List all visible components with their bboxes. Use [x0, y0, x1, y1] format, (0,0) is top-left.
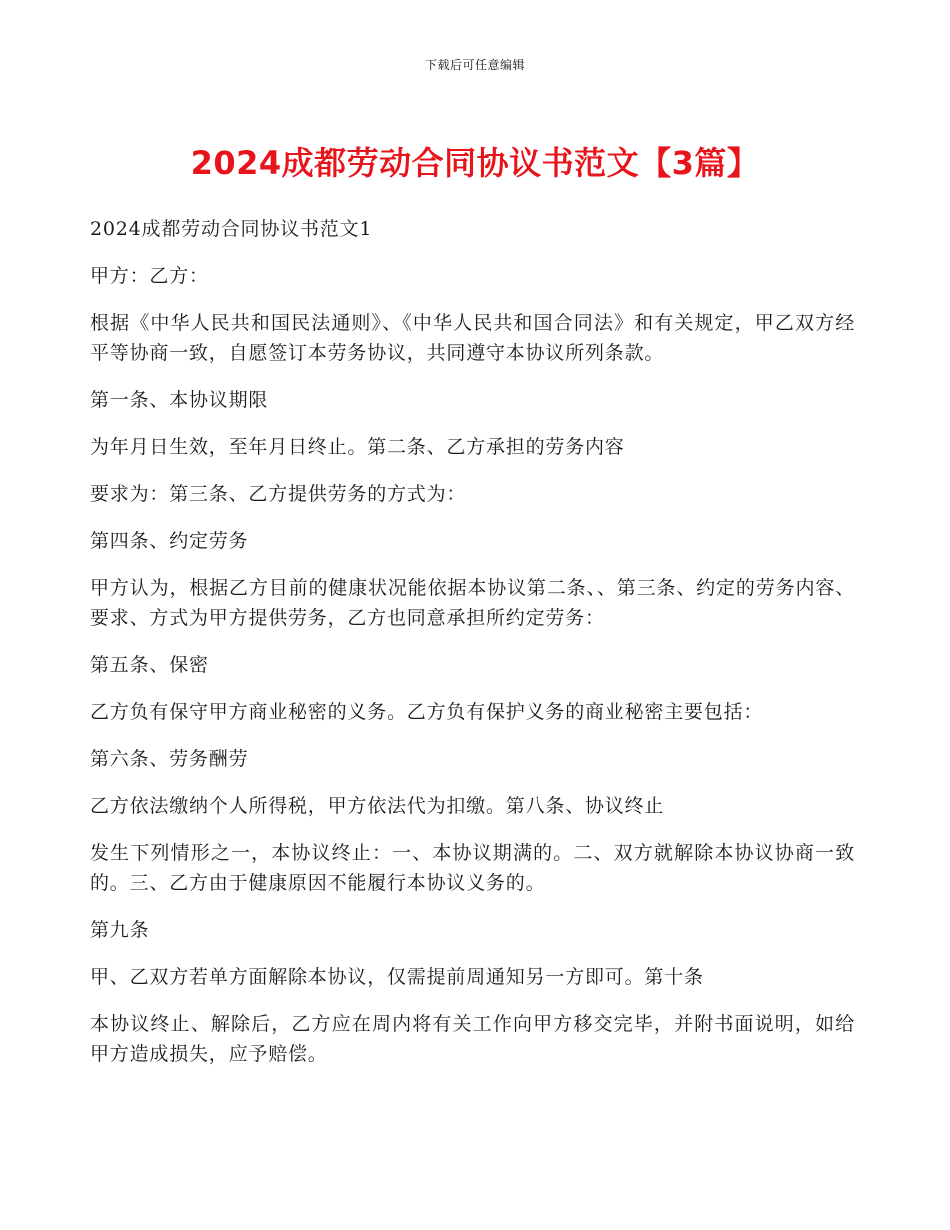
article-4-heading: 第四条、约定劳务 [90, 530, 249, 552]
article-5-text: 乙方负有保守甲方商业秘密的义务。乙方负有保护义务的商业秘密主要包括： [90, 701, 764, 723]
article-10-text: 本协议终止、解除后，乙方应在周内将有关工作向甲方移交完毕，并附书面说明，如给甲方造成损失，应予赔偿。 [90, 1013, 855, 1065]
article-4-text: 甲方认为，根据乙方目前的健康状况能依据本协议第二条、、第三条、约定的劳务内容、要求、方式为甲方提供劳务，乙方也同意承担所约定劳务： [90, 577, 855, 629]
document-title: 2024成都劳动合同协议书范文【3篇】 [190, 144, 760, 182]
subtitle-line: 2024成都劳动合同协议书范文1 [90, 218, 373, 240]
article-6-heading: 第六条、劳务酬劳 [90, 748, 249, 770]
article-3-text: 要求为：第三条、乙方提供劳务的方式为： [90, 483, 467, 505]
preamble-paragraph: 根据《中华人民共和国民法通则》、《中华人民共和国合同法》和有关规定，甲乙双方经平等协商一致，自愿签订本劳务协议，共同遵守本协议所列条款。 [90, 312, 855, 364]
article-5-heading: 第五条、保密 [90, 654, 209, 676]
header-note: 下载后可任意编辑 [424, 58, 525, 72]
article-6-text: 乙方依法缴纳个人所得税，甲方依法代为扣缴。第八条、协议终止 [90, 795, 665, 817]
article-1-heading: 第一条、本协议期限 [90, 389, 269, 411]
document-body [90, 214, 855, 1086]
article-9-text: 甲、乙双方若单方面解除本协议，仅需提前周通知另一方即可。第十条 [90, 966, 704, 988]
article-1-text: 为年月日生效，至年月日终止。第二条、乙方承担的劳务内容 [90, 436, 625, 458]
parties-line: 甲方：乙方： [90, 265, 209, 287]
article-9-heading: 第九条 [90, 919, 150, 941]
article-8-text: 发生下列情形之一，本协议终止：一、本协议期满的。二、双方就解除本协议协商一致的。三、乙方由于健康原因不能履行本协议义务的。 [90, 842, 855, 894]
